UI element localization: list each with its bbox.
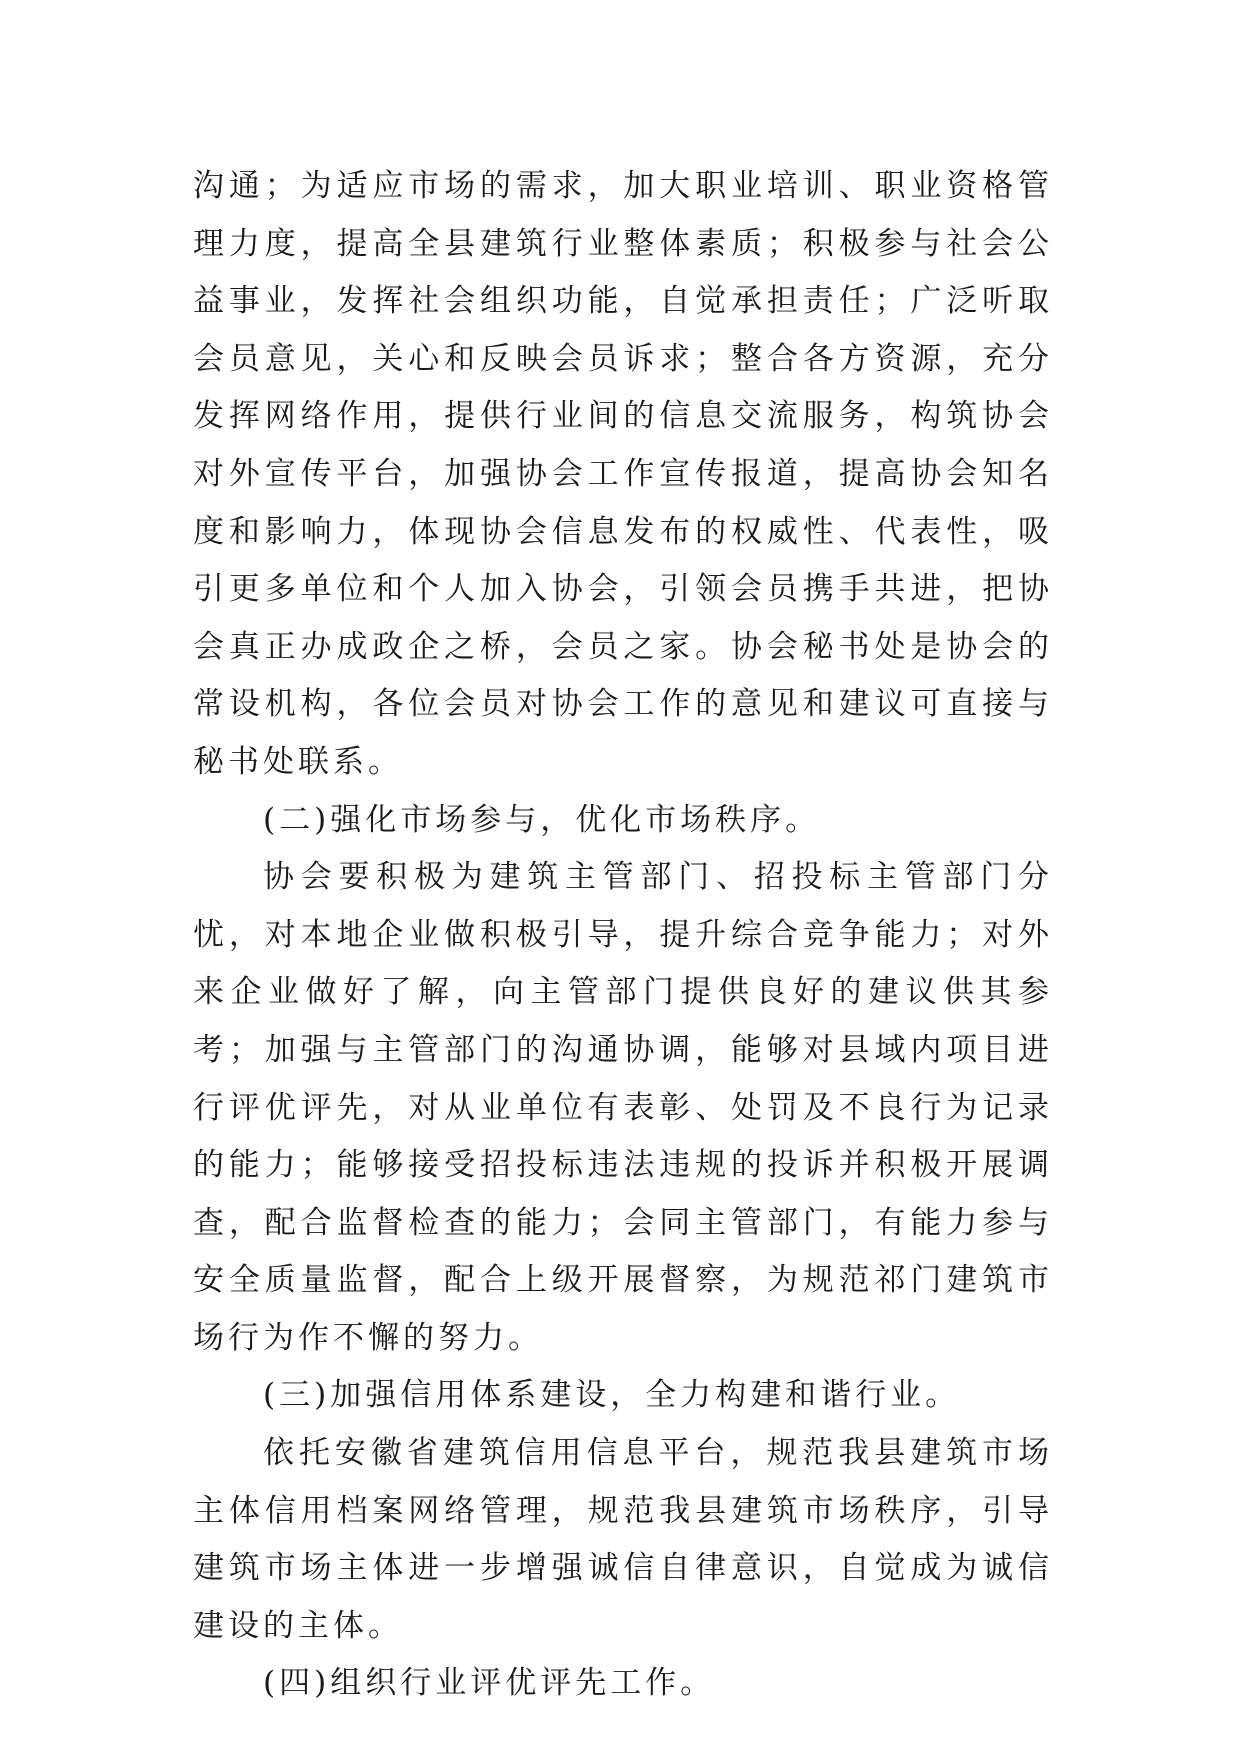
paragraph-credit-system: 依托安徽省建筑信用信息平台，规范我县建筑市场主体信用档案网络管理，规范我县建筑市场秩序，引导建筑市场主体进一步增强诚信自律意识，自觉成为诚信建设的主体。 [193,1435,1053,1644]
section-heading-4: (四)组织行业评优评先工作。 [263,1665,716,1702]
section-heading-3: (三)加强信用体系建设，全力构建和谐行业。 [263,1377,961,1414]
paragraph-continuation-communication: 沟通；为适应市场的需求，加大职业培训、职业资格管理力度，提高全县建筑行业整体素质；积极参与社会公益事业，发挥社会组织功能，自觉承担责任；广泛听取会员意见，关心和反映会员诉求；整合各方资源，充分发挥网络作用，提供行业间的信息交流服务，构筑协会对外宣传平台，加强协会工作宣传报道，提高协会知名度和影响力，体现协会信息发布的权威性、代表性，吸引更多单位和个人加入协会，引领会员携手共进，把协会真正办成政企之桥，会员之家。协会秘书处是协会的常设机构，各位会员对协会工作的意见和建议可直接与秘书处联系。 [193,168,1053,780]
paragraph-market-participation: 协会要积极为建筑主管部门、招投标主管部门分忧，对本地企业做积极引导，提升综合竞争能力；对外来企业做好了解，向主管部门提供良好的建议供其参考；加强与主管部门的沟通协调，能够对县域内项目进行评优评先，对从业单位有表彰、处罚及不良行为记录的能力；能够接受招投标违法违规的投诉并积极开展调查，配合监督检查的能力；会同主管部门，有能力参与安全质量监督，配合上级开展督察，为规范祁门建筑市场行为作不懈的努力。 [193,859,1053,1356]
document-body [193,158,1053,1713]
section-heading-2: (二)强化市场参与，优化市场秩序。 [263,801,821,838]
